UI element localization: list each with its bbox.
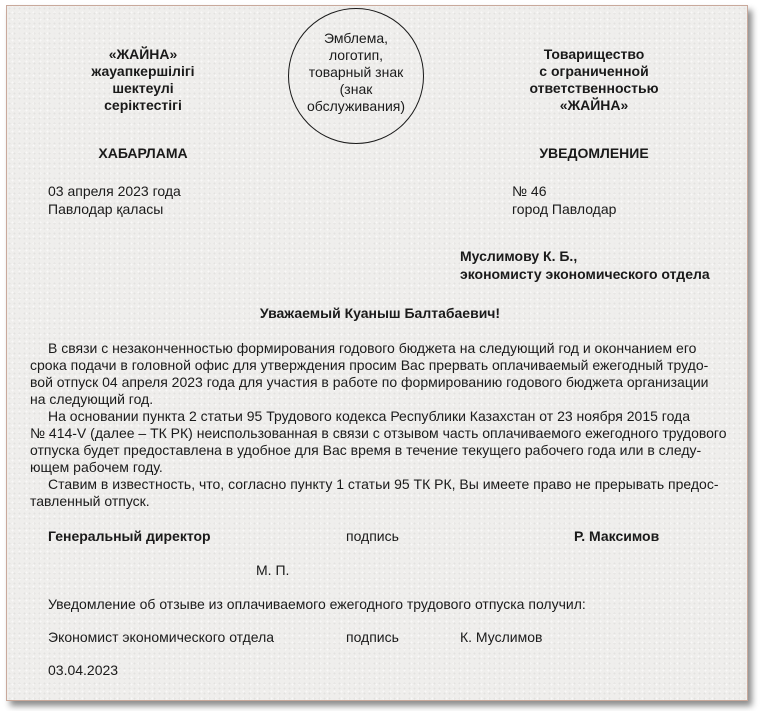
body-paragraph-2-line-4: ющем рабочем году. [30,459,163,475]
body-paragraph-2-line-1: На основании пункта 2 статьи 95 Трудового кодекса Республики Казахстан от 23 ноября 2015 года [48,408,691,424]
recipient-name: К. Муслимов [460,629,543,645]
recipient-position: Экономист экономического отдела [48,629,275,645]
signature-placeholder: подпись [346,528,399,544]
document-date: 03 апреля 2023 года [48,183,181,199]
emblem-placeholder-circle [288,8,424,144]
signatory-position: Генеральный директор [48,528,211,544]
body-paragraph-2-line-3: отпуска будет предоставлена в удобное для Вас время в течение текущего рабочего года или в следу- [30,442,702,458]
document-number: № 46 [512,183,547,199]
document-title-ru: УВЕДОМЛЕНИЕ [539,145,649,161]
body-paragraph-3-line-2: тавленный отпуск. [30,493,150,509]
city-ru: город Павлодар [512,201,617,217]
acknowledgement-text: Уведомление об отзыве из оплачиваемого ежегодного трудового отпуска получил: [48,596,586,612]
greeting: Уважаемый Куаныш Балтабаевич! [259,305,501,321]
body-paragraph-1-line-1: В связи с незаконченностью формирования годового бюджета на следующий год и окончанием его [48,340,697,356]
body-paragraph-1-line-2: срока подачи в головной офис для утверждения просим Вас прервать оплачиваемый ежегодный трудо- [30,357,709,373]
addressee-position: экономисту экономического отдела [460,266,710,282]
acknowledgement-date: 03.04.2023 [48,662,119,678]
seal-placeholder: М. П. [256,562,290,578]
addressee-name: Муслимову К. Б., [460,248,578,264]
body-paragraph-2-line-2: № 414-V (далее – ТК РК) неиспользованная в связи с отзывом часть оплачиваемого ежегодного трудового [30,425,727,441]
city-kz: Павлодар қаласы [48,201,164,217]
body-paragraph-1-line-3: вой отпуск 04 апреля 2023 года для участия в работе по формированию годового бюджета организации [30,374,709,390]
signatory-name: Р. Максимов [574,528,660,544]
body-paragraph-3-line-1: Ставим в известность, что, согласно пункту 1 статьи 95 ТК РК, Вы имеете право не прерывать предос- [48,476,719,492]
organization-name-kz: «ЖАЙНА» жауапкершілігі шектеулі серіктестігі [91,46,195,113]
document-title-kz: ХАБАРЛАМА [98,145,188,161]
emblem-placeholder-text: Эмблема, логотип, товарный знак (знак обслуживания) [306,29,406,114]
recipient-signature-placeholder: подпись [346,629,399,645]
organization-name-ru: Товарищество с ограниченной ответственностью «ЖАЙНА» [529,46,659,113]
body-paragraph-1-line-4: на следующий год. [30,391,154,407]
